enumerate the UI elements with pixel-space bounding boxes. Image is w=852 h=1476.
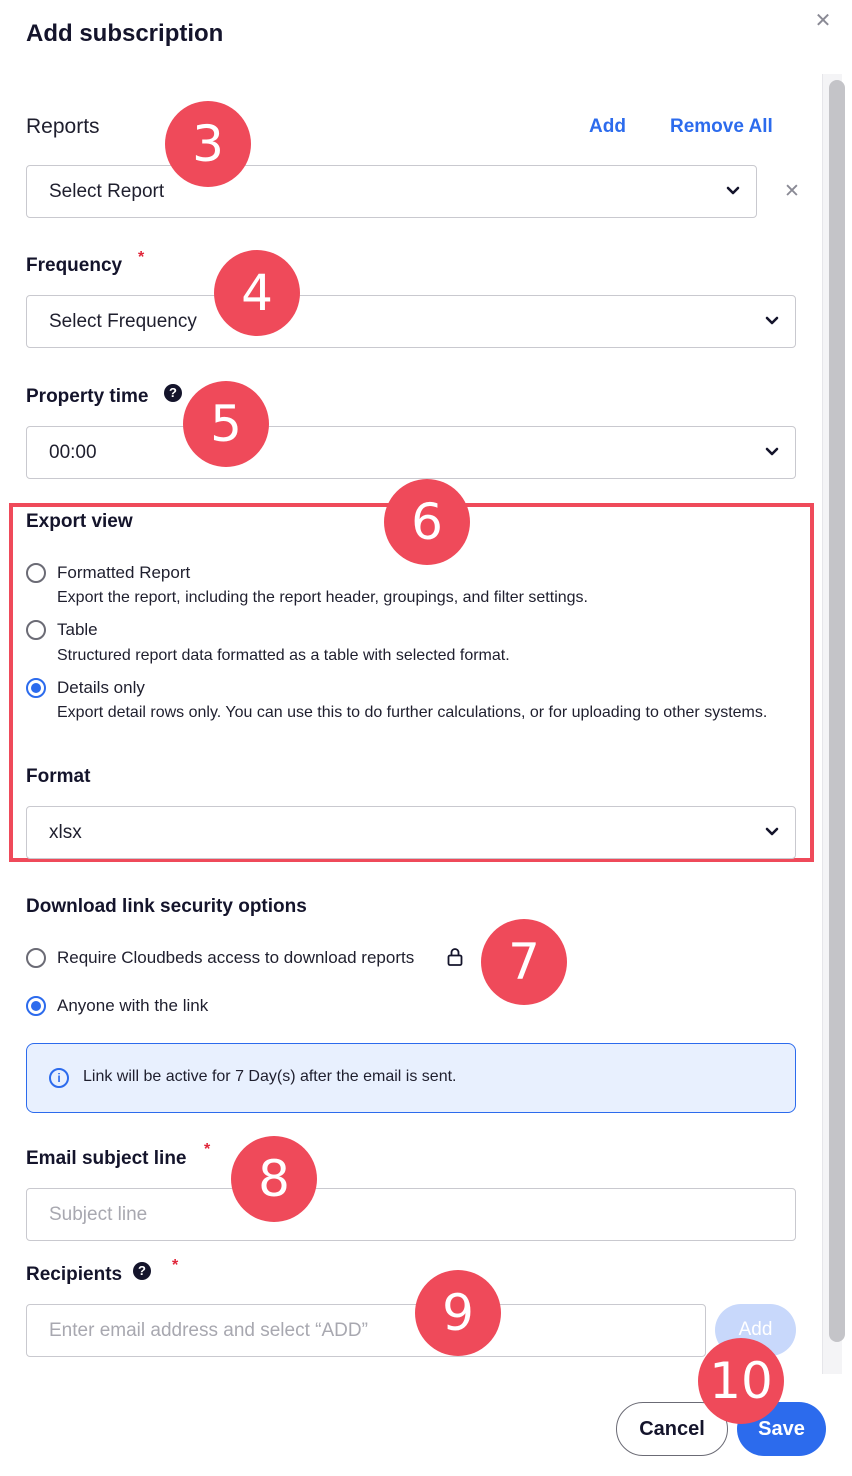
- reports-label: Reports: [26, 115, 100, 138]
- chevron-down-icon: [765, 314, 779, 328]
- email-subject-label: Email subject line: [26, 1148, 187, 1169]
- info-icon: i: [49, 1068, 69, 1088]
- option-title: Require Cloudbeds access to download reports: [57, 948, 415, 967]
- help-icon[interactable]: ?: [164, 384, 182, 402]
- email-subject-field[interactable]: [26, 1188, 796, 1241]
- property-time-select[interactable]: [26, 426, 796, 479]
- recipients-required-mark: *: [172, 1257, 179, 1274]
- property-time-value: 00:00: [49, 442, 97, 463]
- radio-anyone-with-link[interactable]: [26, 996, 46, 1016]
- annotation-badge: 4: [214, 250, 300, 336]
- option-title: Table: [57, 620, 98, 639]
- report-select-value: Select Report: [49, 181, 165, 202]
- report-select[interactable]: [26, 165, 757, 218]
- annotation-badge: 5: [183, 381, 269, 467]
- close-icon[interactable]: ✕: [814, 10, 832, 32]
- add-report-link[interactable]: Add: [589, 116, 626, 137]
- frequency-label: Frequency: [26, 255, 123, 276]
- recipients-input[interactable]: [27, 1305, 705, 1356]
- dialog-title: Add subscription: [26, 20, 224, 47]
- recipients-label: Recipients: [26, 1264, 123, 1285]
- frequency-select[interactable]: [26, 295, 796, 348]
- annotation-badge: 3: [165, 101, 251, 187]
- cancel-button[interactable]: Cancel: [616, 1402, 728, 1456]
- recipients-field[interactable]: [26, 1304, 706, 1357]
- save-button[interactable]: Save: [737, 1402, 826, 1456]
- format-label: Format: [26, 766, 91, 787]
- option-title: Details only: [57, 678, 145, 697]
- property-time-label: Property time: [26, 386, 149, 407]
- option-description: Structured report data formatted as a table with selected format.: [57, 647, 510, 664]
- radio-require-access[interactable]: [26, 948, 46, 968]
- annotation-badge: 8: [231, 1136, 317, 1222]
- annotation-badge: 9: [415, 1270, 501, 1356]
- chevron-down-icon: [765, 445, 779, 459]
- info-banner: [26, 1043, 796, 1113]
- remove-all-link[interactable]: Remove All: [670, 116, 773, 137]
- annotation-badge: 7: [481, 919, 567, 1005]
- option-title: Anyone with the link: [57, 996, 209, 1015]
- format-select-value: xlsx: [49, 822, 82, 843]
- add-recipient-button[interactable]: Add: [715, 1304, 796, 1356]
- chevron-down-icon: [765, 825, 779, 839]
- option-description: Export the report, including the report header, groupings, and filter settings.: [57, 589, 588, 606]
- scrollbar-thumb[interactable]: [829, 80, 845, 1342]
- annotation-badge: 10: [698, 1338, 784, 1424]
- info-text: Link will be active for 7 Day(s) after the email is sent.: [83, 1068, 457, 1085]
- remove-report-icon[interactable]: ✕: [784, 181, 800, 202]
- email-subject-input[interactable]: [27, 1189, 795, 1240]
- frequency-required-mark: *: [138, 249, 145, 266]
- export-view-label: Export view: [26, 511, 133, 532]
- radio-formatted-report[interactable]: [26, 563, 46, 583]
- radio-table[interactable]: [26, 620, 46, 640]
- email-subject-required-mark: *: [204, 1141, 211, 1158]
- option-description: Export detail rows only. You can use this to do further calculations, or for uploading to other systems.: [57, 704, 768, 721]
- frequency-select-value: Select Frequency: [49, 311, 197, 332]
- help-icon[interactable]: ?: [133, 1262, 151, 1280]
- download-security-label: Download link security options: [26, 896, 307, 917]
- option-title: Formatted Report: [57, 563, 191, 582]
- format-select[interactable]: [26, 806, 796, 859]
- radio-details-only[interactable]: [26, 678, 46, 698]
- lock-icon: [446, 947, 464, 967]
- annotation-badge: 6: [384, 479, 470, 565]
- chevron-down-icon: [726, 184, 740, 198]
